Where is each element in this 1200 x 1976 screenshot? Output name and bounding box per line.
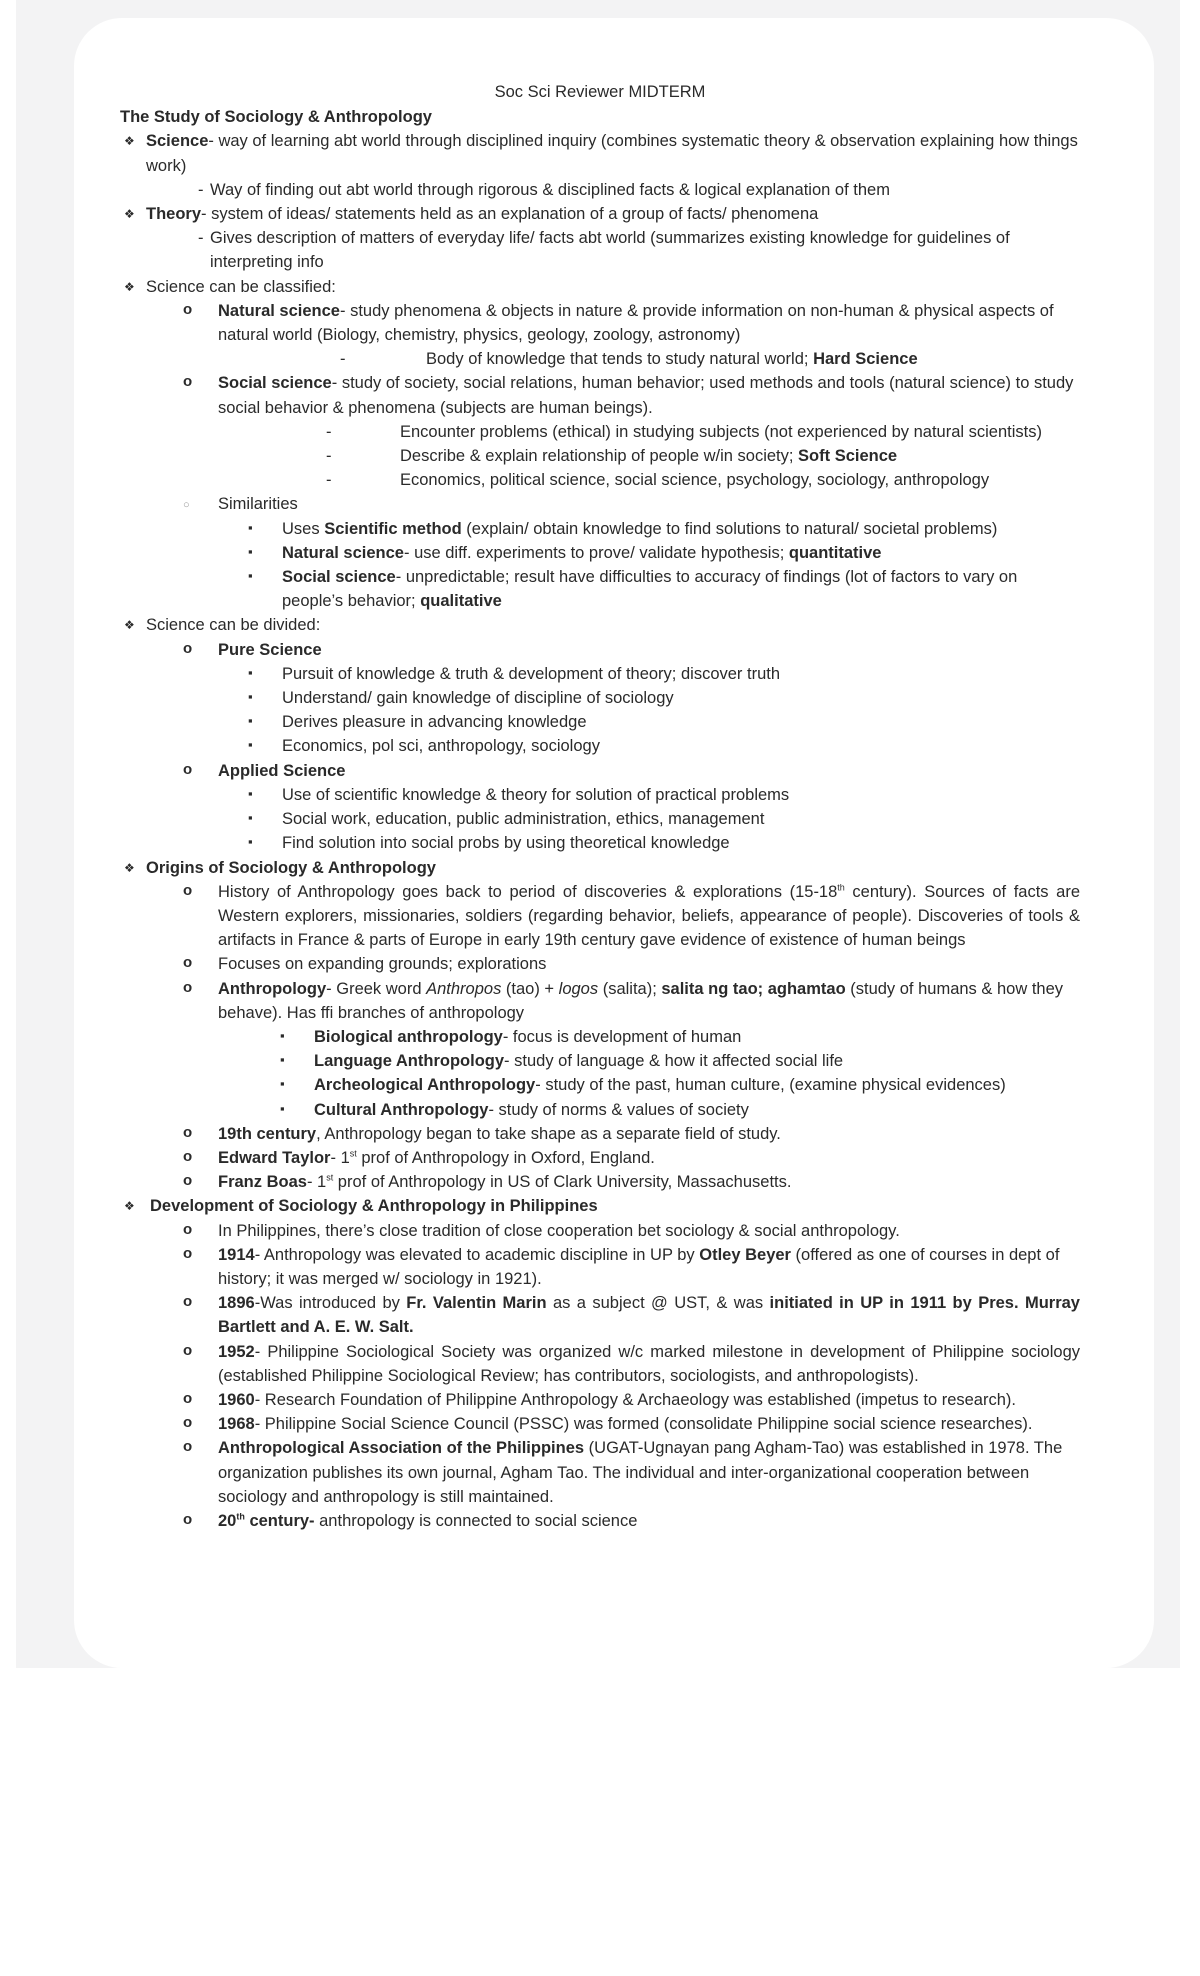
list-item-social-sub1: - Encounter problems (ethical) in studying subjects (not experienced by natural scientists) <box>120 420 1080 444</box>
list-item-aap: o Anthropological Association of the Philippines (UGAT-Ugnayan pang Agham-Tao) was established in 1978. The organization publishes its own journal, Agham Tao. The individual and inter-organizational cooperation between sociology and anthropology is still maintained. <box>120 1436 1080 1509</box>
list-item-sim3: ▪ Social science- unpredictable; result have difficulties to accuracy of findings (lot of factors to vary on people’s behavior; qualitative <box>120 565 1080 613</box>
list-item-similarities: ○ Similarities <box>120 492 1080 516</box>
list-item-science-sub: - Way of finding out abt world through rigorous & disciplined facts & logical explanation of them <box>120 178 1080 202</box>
list-item-1896: o 1896-Was introduced by Fr. Valentin Marin as a subject @ UST, & was initiated in UP in 1911 by Pres. Murray Bartlett and A. E. W. Salt. <box>120 1291 1080 1339</box>
list-item-social-sub3: - Economics, political science, social science, psychology, sociology, anthropology <box>120 468 1080 492</box>
list-item-19th-century: o 19th century, Anthropology began to take shape as a separate field of study. <box>120 1122 1080 1146</box>
study-list <box>120 129 1080 1533</box>
list-item-1960: o 1960- Research Foundation of Philippine Anthropology & Archaeology was established (impetus to research). <box>120 1388 1080 1412</box>
list-item-natural-science: o Natural science- study phenomena & objects in nature & provide information on non-human & physical aspects of natural world (Biology, chemistry, physics, geology, zoology, astronomy) <box>120 299 1080 347</box>
list-item-focuses: o Focuses on expanding grounds; explorations <box>120 952 1080 976</box>
section-heading-development: ❖ Development of Sociology & Anthropology in Philippines <box>120 1194 1080 1218</box>
list-item-branch-cultural: ▪ Cultural Anthropology- study of norms & values of society <box>120 1098 1080 1122</box>
list-item-theory: ❖ Theory- system of ideas/ statements held as an explanation of a group of facts/ phenomena <box>120 202 1080 226</box>
section-heading-study: The Study of Sociology & Anthropology <box>120 108 432 127</box>
list-item-pure-2: ▪ Understand/ gain knowledge of discipline of sociology <box>120 686 1080 710</box>
list-item-social-sub2: - Describe & explain relationship of people w/in society; Soft Science <box>120 444 1080 468</box>
list-item-theory-sub: - Gives description of matters of everyday life/ facts abt world (summarizes existing knowledge for guidelines of interpreting info <box>120 226 1080 274</box>
list-item-sim2: ▪ Natural science- use diff. experiments to prove/ validate hypothesis; quantitative <box>120 541 1080 565</box>
list-item-branch-biological: ▪ Biological anthropology- focus is development of human <box>120 1025 1080 1049</box>
list-item-franz-boas: o Franz Boas- 1st prof of Anthropology in US of Clark University, Massachusetts. <box>120 1170 1080 1194</box>
list-item-pure-1: ▪ Pursuit of knowledge & truth & development of theory; discover truth <box>120 662 1080 686</box>
list-item-science: ❖ Science- way of learning abt world through disciplined inquiry (combines systematic theory & observation explaining how things work) <box>120 129 1080 177</box>
list-item-sim1: ▪ Uses Scientific method (explain/ obtain knowledge to find solutions to natural/ societal problems) <box>120 517 1080 541</box>
list-item-tradition: o In Philippines, there’s close tradition of close cooperation bet sociology & social anthropology. <box>120 1219 1080 1243</box>
list-item-applied-1: ▪ Use of scientific knowledge & theory for solution of practical problems <box>120 783 1080 807</box>
list-item-1968: o 1968- Philippine Social Science Council (PSSC) was formed (consolidate Philippine social science researches). <box>120 1412 1080 1436</box>
list-item-applied-2: ▪ Social work, education, public administration, ethics, management <box>120 807 1080 831</box>
list-item-1952: o 1952- Philippine Sociological Society was organized w/c marked milestone in development of Philippine sociology (established Philippine Sociological Review; has contributors, sociologists, and anthropologists). <box>120 1340 1080 1388</box>
list-item-anthropology: o Anthropology- Greek word Anthropos (tao) + logos (salita); salita ng tao; aghamtao (study of humans & how they behave). Has ffi branches of anthropology <box>120 977 1080 1025</box>
list-item-applied-science: o Applied Science <box>120 759 1080 783</box>
list-item-divided: ❖ Science can be divided: <box>120 613 1080 637</box>
list-item-applied-3: ▪ Find solution into social probs by using theoretical knowledge <box>120 831 1080 855</box>
list-item-classified: ❖ Science can be classified: <box>120 275 1080 299</box>
list-item-natural-sub: - Body of knowledge that tends to study natural world; Hard Science <box>120 347 1080 371</box>
list-item-social-science: o Social science- study of society, social relations, human behavior; used methods and tools (natural science) to study social behavior & phenomena (subjects are human beings). <box>120 371 1080 419</box>
list-item-pure-3: ▪ Derives pleasure in advancing knowledge <box>120 710 1080 734</box>
list-item-branch-language: ▪ Language Anthropology- study of language & how it affected social life <box>120 1049 1080 1073</box>
list-item-edward-taylor: o Edward Taylor- 1st prof of Anthropology in Oxford, England. <box>120 1146 1080 1170</box>
list-item-20th-century: o 20th century- anthropology is connected to social science <box>120 1509 1080 1533</box>
document-body <box>120 80 1080 1533</box>
list-item-1914: o 1914- Anthropology was elevated to academic discipline in UP by Otley Beyer (offered as one of courses in dept of history; it was merged w/ sociology in 1921). <box>120 1243 1080 1291</box>
list-item-pure-science: o Pure Science <box>120 638 1080 662</box>
section-heading-origins: ❖ Origins of Sociology & Anthropology <box>120 856 1080 880</box>
list-item-branch-archeological: ▪ Archeological Anthropology- study of the past, human culture, (examine physical evidences) <box>120 1073 1080 1097</box>
document-title: Soc Sci Reviewer MIDTERM <box>494 83 706 101</box>
list-item-pure-4: ▪ Economics, pol sci, anthropology, sociology <box>120 734 1080 758</box>
list-item-history: o History of Anthropology goes back to period of discoveries & explorations (15-18th century). Sources of facts are Western explorers, missionaries, soldiers (regarding behavior, beliefs, appearance of people). Discoveries of tools & artifacts in France & parts of Europe in early 19th century gave evidence of existence of human beings <box>120 880 1080 953</box>
